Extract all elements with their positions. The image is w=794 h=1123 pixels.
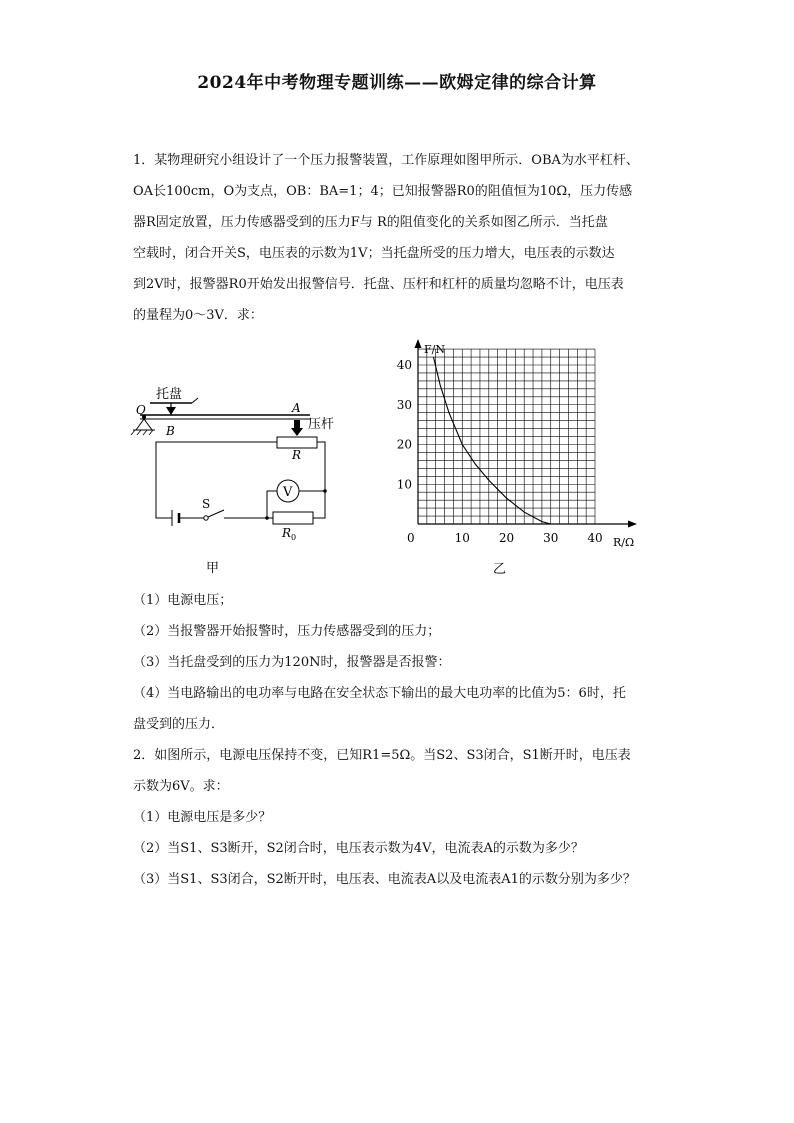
q1-line-5: 到2V时，报警器R0开始发出报警信号．托盘、压杆和杠杆的质量均忽略不计，电压表 bbox=[133, 277, 624, 292]
q1-sub-4-line-1: （4）当电路输出的电功率与电路在安全状态下输出的最大电功率的比值为5：6时，托 bbox=[133, 686, 626, 701]
q2-line-2: 示数为6V。求： bbox=[133, 779, 229, 794]
q2-sub-1: （1）电源电压是多少？ bbox=[133, 810, 272, 825]
x-tick-label-20: 20 bbox=[498, 531, 515, 545]
q1-sub-2: （2）当报警器开始报警时，压力传感器受到的压力； bbox=[133, 624, 441, 639]
x-axis-arrow bbox=[628, 521, 637, 528]
circuit-figure bbox=[120, 370, 350, 580]
chart-axes bbox=[415, 339, 638, 528]
switch-s bbox=[204, 510, 224, 520]
r0-letter: R bbox=[282, 526, 292, 540]
battery bbox=[172, 510, 179, 526]
point-a-label: A bbox=[292, 401, 301, 415]
sensor-r-label: R bbox=[292, 448, 302, 462]
page-title: 2024年中考物理专题训练——欧姆定律的综合计算 bbox=[197, 73, 597, 93]
figure-a-caption: 甲 bbox=[206, 561, 220, 576]
pivot-o-label: O bbox=[136, 403, 146, 417]
y-tick-label-40: 40 bbox=[396, 358, 412, 372]
switch-label: S bbox=[202, 497, 211, 511]
q1-number: 1． bbox=[133, 153, 155, 168]
pivot-support bbox=[131, 415, 155, 435]
press-rod bbox=[291, 420, 303, 436]
q1-line-6: 的量程为0～3V．求： bbox=[133, 308, 263, 323]
pressure-sensor-resistor bbox=[277, 437, 317, 448]
x-tick-label-10: 10 bbox=[454, 531, 470, 545]
r0-label bbox=[281, 526, 296, 542]
q1-line-4: 空载时，闭合开关S，电压表的示数为1V；当托盘所受的压力增大，电压表的示数达 bbox=[133, 246, 615, 261]
q1-line-2: OA长100cm，O为支点，OB：BA=1；4；已知报警器R0的阻值恒为10Ω，压力传感 bbox=[133, 184, 633, 199]
y-tick-label-10: 10 bbox=[396, 477, 412, 492]
press-rod-label: 压杆 bbox=[308, 417, 335, 432]
tray-label: 托盘 bbox=[156, 387, 183, 402]
y-axis-arrow bbox=[415, 339, 422, 348]
chart-tick-labels bbox=[397, 358, 603, 545]
x-tick-label-40: 40 bbox=[587, 531, 603, 545]
q2-sub-2: （2）当S1、S3断开，S2闭合时，电压表示数为4V，电流表A的示数为多少？ bbox=[133, 841, 584, 856]
voltmeter-label: V bbox=[283, 485, 293, 500]
q2-line-1: 2．如图所示，电源电压保持不变，已知R1=5Ω。当S2、S3闭合，S1断开时，电压表 bbox=[133, 748, 631, 763]
point-b-label: B bbox=[166, 424, 175, 438]
q1-sub-1: （1）电源电压； bbox=[133, 593, 233, 608]
alarm-resistor-r0 bbox=[273, 512, 313, 524]
x-tick-label-30: 30 bbox=[543, 531, 559, 545]
chart-origin-label: 0 bbox=[407, 531, 415, 545]
q1-line-1-text: 某物理研究小组设计了一个压力报警装置，工作原理如图甲所示．OBA为水平杠杆、 bbox=[154, 153, 639, 168]
chart-x-axis-label: R/Ω bbox=[613, 536, 635, 549]
voltmeter bbox=[277, 480, 299, 502]
q2-sub-3: （3）当S1、S3闭合，S2断开时，电压表、电流表A以及电流表A1的示数分别为多少？ bbox=[133, 872, 636, 887]
question-1-text bbox=[133, 145, 663, 331]
q1-sub-3: （3）当托盘受到的压力为120N时，报警器是否报警： bbox=[133, 655, 451, 670]
q1-line-1 bbox=[133, 145, 663, 176]
r0-subscript: 0 bbox=[291, 533, 297, 542]
q1-sub-4-line-2: 盘受到的压力． bbox=[133, 717, 225, 732]
y-tick-label-30: 30 bbox=[396, 397, 412, 412]
lever-bar bbox=[140, 415, 310, 419]
chart-caption: 乙 bbox=[493, 562, 507, 577]
force-resistance-chart bbox=[385, 335, 655, 580]
chart-y-axis-label: F/N bbox=[424, 343, 445, 356]
y-tick-label-20: 20 bbox=[396, 437, 412, 452]
q1-line-3: 器R固定放置，压力传感器受到的压力F与 R的阻值变化的关系如图乙所示．当托盘 bbox=[133, 215, 608, 230]
